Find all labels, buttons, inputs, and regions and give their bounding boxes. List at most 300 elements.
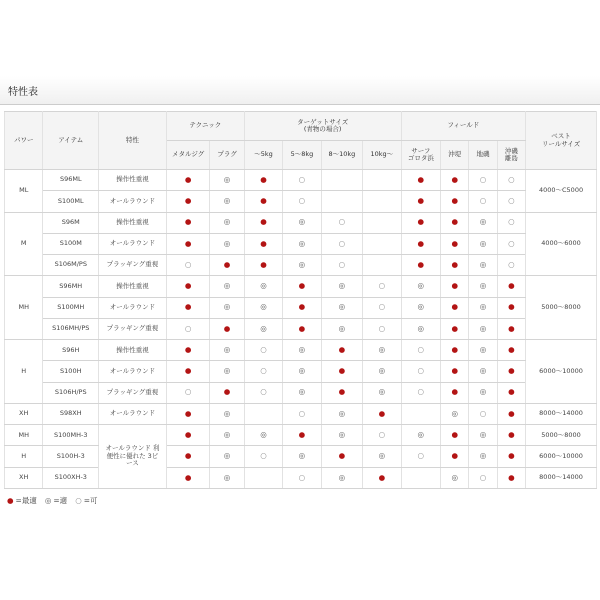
subheader-5-8kg: 5〜8kg [283, 141, 321, 170]
mark-okiiso [497, 233, 525, 254]
mark-okiiso [497, 467, 525, 488]
rating-best-icon: ● [508, 323, 515, 333]
mark-surf [401, 425, 440, 446]
mark-okitei [441, 297, 469, 318]
table-row [5, 425, 597, 446]
section-title-bar [0, 76, 600, 105]
mark-under-5kg [244, 212, 282, 233]
mark-okiiso [497, 191, 525, 212]
power-cell: H [5, 340, 43, 404]
mark-5-8kg [283, 170, 321, 191]
mark-over-10kg [363, 297, 401, 318]
mark-5-8kg [283, 233, 321, 254]
mark-8-10kg [321, 467, 362, 488]
rating-best-icon: ● [508, 408, 515, 418]
subheader-under-5kg: 〜5kg [244, 141, 282, 170]
mark-surf [401, 403, 440, 424]
feature-cell: プラッギング重視 [99, 255, 167, 276]
feature-cell-3piece: オールラウンド 利便性に優れた 3ピース [99, 425, 167, 489]
rating-ok-icon: ○ [260, 451, 267, 461]
mark-jiiso [469, 382, 497, 403]
mark-plug [210, 446, 244, 467]
rating-best-icon: ● [451, 238, 458, 248]
mark-plug [210, 340, 244, 361]
mark-metal-jig [166, 212, 210, 233]
mark-surf [401, 297, 440, 318]
mark-under-5kg [244, 361, 282, 382]
power-cell: MH [5, 425, 43, 446]
power-cell: XH [5, 467, 43, 488]
feature-cell: オールラウンド [99, 297, 167, 318]
mark-plug [210, 191, 244, 212]
rating-best-icon: ● [508, 302, 515, 312]
rating-best-icon: ● [184, 196, 192, 206]
mark-over-10kg [363, 446, 401, 467]
rating-ok-icon: ○ [260, 344, 267, 354]
header-item: アイテム [43, 112, 99, 170]
subheader-okiiso [497, 141, 525, 170]
legend-best-label: =最適 [15, 496, 37, 505]
mark-okitei [441, 170, 469, 191]
rating-best-icon: ● [260, 217, 267, 227]
rating-best-icon: ● [184, 217, 192, 227]
mark-over-10kg [363, 403, 401, 424]
mark-under-5kg [244, 467, 282, 488]
mark-okiiso [497, 276, 525, 297]
subheader-plug: プラグ [210, 141, 244, 170]
mark-surf [401, 467, 440, 488]
mark-plug [210, 425, 244, 446]
rating-ok-icon: ○ [479, 196, 487, 206]
mark-8-10kg [321, 318, 362, 339]
item-cell: S96ML [43, 170, 99, 191]
rating-ok-icon: ○ [479, 472, 487, 482]
table-row [5, 191, 597, 212]
rating-fine-icon: ◎ [378, 387, 386, 397]
rating-fine-icon: ◎ [338, 302, 346, 312]
item-cell: S96M [43, 212, 99, 233]
mark-8-10kg [321, 297, 362, 318]
mark-okitei [441, 467, 469, 488]
mark-jiiso [469, 340, 497, 361]
rating-best-icon: ● [223, 323, 231, 333]
rating-fine-icon: ◎ [223, 174, 231, 184]
rating-ok-icon: ○ [479, 174, 487, 184]
header-best-reel [526, 112, 597, 170]
power-cell: MH [5, 276, 43, 340]
rating-fine-icon: ◎ [479, 344, 487, 354]
mark-metal-jig [166, 255, 210, 276]
mark-okitei [441, 361, 469, 382]
mark-under-5kg [244, 425, 282, 446]
header-best-reel-line2: リールサイズ [541, 139, 581, 148]
header-feature: 特性 [99, 112, 167, 170]
mark-8-10kg [321, 233, 362, 254]
rating-ok-icon: ○ [508, 259, 515, 269]
mark-metal-jig [166, 340, 210, 361]
rating-best-icon: ● [417, 217, 425, 227]
mark-jiiso [469, 233, 497, 254]
rating-best-icon: ● [451, 344, 458, 354]
rating-best-icon: ● [338, 366, 346, 376]
rating-ok-icon: ○ [378, 281, 386, 291]
legend-fine-label: =適 [53, 496, 68, 505]
rating-best-icon: ● [184, 472, 192, 482]
rating-fine-icon: ◎ [479, 430, 487, 439]
legend [7, 495, 98, 506]
rating-best-icon: ● [378, 472, 386, 482]
mark-metal-jig [166, 361, 210, 382]
mark-metal-jig [166, 382, 210, 403]
rating-fine-icon: ◎ [338, 472, 346, 482]
legend-best-symbol: ● [7, 496, 14, 505]
rating-ok-icon: ○ [338, 238, 346, 248]
feature-cell: オールラウンド [99, 361, 167, 382]
rating-ok-icon: ○ [298, 472, 306, 482]
rating-fine-icon: ◎ [223, 408, 231, 418]
mark-5-8kg [283, 318, 321, 339]
rating-best-icon: ● [184, 408, 192, 418]
item-cell: S106MH/PS [43, 318, 99, 339]
rating-best-icon: ● [260, 259, 267, 269]
rating-best-icon: ● [451, 281, 458, 291]
mark-okitei [441, 340, 469, 361]
table-row [5, 403, 597, 424]
rating-best-icon: ● [451, 259, 458, 269]
rating-best-icon: ● [223, 387, 231, 397]
rating-ok-icon: ○ [298, 408, 306, 418]
rating-ok-icon: ○ [298, 196, 306, 206]
mark-okitei [441, 382, 469, 403]
reel-size-cell: 5000〜8000 [526, 276, 597, 340]
rating-fine-icon: ◎ [260, 302, 267, 312]
rating-best-icon: ● [184, 174, 192, 184]
table-row [5, 382, 597, 403]
rating-fine-icon: ◎ [223, 430, 231, 439]
rating-best-icon: ● [451, 174, 458, 184]
subheader-okitei: 沖堤 [441, 141, 469, 170]
power-cell: H [5, 446, 43, 467]
rating-fine-icon: ◎ [479, 323, 487, 333]
rating-fine-icon: ◎ [298, 451, 306, 461]
rating-fine-icon: ◎ [479, 451, 487, 461]
rating-fine-icon: ◎ [223, 366, 231, 376]
table-row [5, 212, 597, 233]
mark-over-10kg [363, 340, 401, 361]
rating-fine-icon: ◎ [298, 344, 306, 354]
mark-8-10kg [321, 255, 362, 276]
rating-fine-icon: ◎ [479, 238, 487, 248]
item-cell: S100M [43, 233, 99, 254]
mark-jiiso [469, 255, 497, 276]
mark-okiiso [497, 170, 525, 191]
rating-fine-icon: ◎ [479, 217, 487, 227]
mark-surf [401, 276, 440, 297]
mark-5-8kg [283, 340, 321, 361]
legend-fine-symbol: ◎ [44, 496, 52, 505]
mark-8-10kg [321, 382, 362, 403]
mark-8-10kg [321, 425, 362, 446]
feature-cell: 操作性重視 [99, 212, 167, 233]
item-cell: S100H-3 [43, 446, 99, 467]
mark-under-5kg [244, 170, 282, 191]
rating-best-icon: ● [451, 196, 458, 206]
subheader-metal-jig: メタルジグ [166, 141, 210, 170]
feature-cell: 操作性重視 [99, 340, 167, 361]
rating-best-icon: ● [508, 366, 515, 376]
rating-fine-icon: ◎ [479, 387, 487, 397]
rating-ok-icon: ○ [508, 238, 515, 248]
rating-ok-icon: ○ [338, 217, 346, 227]
rating-fine-icon: ◎ [338, 430, 346, 439]
table-row [5, 467, 597, 488]
rating-fine-icon: ◎ [451, 472, 458, 482]
mark-under-5kg [244, 340, 282, 361]
rating-fine-icon: ◎ [338, 323, 346, 333]
rating-ok-icon: ○ [338, 259, 346, 269]
rating-best-icon: ● [223, 259, 231, 269]
mark-jiiso [469, 191, 497, 212]
rating-fine-icon: ◎ [260, 430, 267, 439]
rating-fine-icon: ◎ [298, 366, 306, 376]
rating-fine-icon: ◎ [223, 344, 231, 354]
rating-best-icon: ● [451, 323, 458, 333]
rating-best-icon: ● [184, 281, 192, 291]
header-target-size-note: (青物の場合) [303, 125, 342, 133]
rating-fine-icon: ◎ [378, 344, 386, 354]
mark-jiiso [469, 403, 497, 424]
mark-metal-jig [166, 297, 210, 318]
rating-best-icon: ● [184, 451, 192, 461]
mark-surf [401, 446, 440, 467]
mark-5-8kg [283, 276, 321, 297]
mark-5-8kg [283, 191, 321, 212]
mark-okiiso [497, 446, 525, 467]
subheader-okiiso-line2: 離島 [504, 154, 518, 162]
mark-plug [210, 318, 244, 339]
rating-best-icon: ● [338, 344, 346, 354]
rating-ok-icon: ○ [378, 323, 386, 333]
mark-5-8kg [283, 212, 321, 233]
rating-fine-icon: ◎ [223, 302, 231, 312]
subheader-surf [401, 141, 440, 170]
mark-surf [401, 361, 440, 382]
feature-cell: 操作性重視 [99, 170, 167, 191]
mark-under-5kg [244, 233, 282, 254]
header-target-size-label: ターゲットサイズ [297, 117, 349, 126]
mark-metal-jig [166, 467, 210, 488]
mark-jiiso [469, 467, 497, 488]
rating-fine-icon: ◎ [479, 302, 487, 312]
rating-fine-icon: ◎ [260, 323, 267, 333]
rating-best-icon: ● [417, 259, 425, 269]
rating-fine-icon: ◎ [298, 238, 306, 248]
table-row [5, 318, 597, 339]
mark-5-8kg [283, 467, 321, 488]
mark-okiiso [497, 403, 525, 424]
mark-surf [401, 170, 440, 191]
item-cell: S100MH [43, 297, 99, 318]
mark-over-10kg [363, 233, 401, 254]
rating-fine-icon: ◎ [298, 387, 306, 397]
rating-best-icon: ● [298, 302, 306, 312]
rating-ok-icon: ○ [417, 344, 425, 354]
mark-okitei [441, 403, 469, 424]
mark-jiiso [469, 212, 497, 233]
rating-ok-icon: ○ [378, 430, 386, 439]
item-cell: S106M/PS [43, 255, 99, 276]
mark-under-5kg [244, 276, 282, 297]
rating-fine-icon: ◎ [479, 259, 487, 269]
mark-okitei [441, 318, 469, 339]
rating-ok-icon: ○ [260, 366, 267, 376]
table-row [5, 297, 597, 318]
rating-best-icon: ● [338, 387, 346, 397]
mark-5-8kg [283, 382, 321, 403]
rating-best-icon: ● [184, 366, 192, 376]
rating-best-icon: ● [184, 238, 192, 248]
mark-5-8kg [283, 446, 321, 467]
legend-ok-label: =可 [83, 496, 98, 505]
mark-under-5kg [244, 255, 282, 276]
reel-size-cell: 4000〜C5000 [526, 170, 597, 213]
rating-fine-icon: ◎ [298, 217, 306, 227]
rating-best-icon: ● [298, 430, 306, 439]
mark-surf [401, 255, 440, 276]
mark-plug [210, 361, 244, 382]
mark-metal-jig [166, 170, 210, 191]
rating-best-icon: ● [417, 174, 425, 184]
rating-fine-icon: ◎ [223, 238, 231, 248]
table-row [5, 446, 597, 467]
rating-best-icon: ● [338, 451, 346, 461]
rating-ok-icon: ○ [508, 196, 515, 206]
mark-plug [210, 255, 244, 276]
mark-okiiso [497, 255, 525, 276]
mark-jiiso [469, 297, 497, 318]
mark-5-8kg [283, 255, 321, 276]
rating-ok-icon: ○ [378, 302, 386, 312]
mark-plug [210, 467, 244, 488]
rating-ok-icon: ○ [184, 387, 192, 397]
mark-under-5kg [244, 382, 282, 403]
legend-ok-symbol: ○ [75, 496, 82, 505]
mark-metal-jig [166, 276, 210, 297]
rating-fine-icon: ◎ [223, 217, 231, 227]
mark-okiiso [497, 382, 525, 403]
rating-best-icon: ● [298, 323, 306, 333]
mark-8-10kg [321, 276, 362, 297]
mark-8-10kg [321, 340, 362, 361]
mark-5-8kg [283, 403, 321, 424]
mark-okiiso [497, 361, 525, 382]
rating-best-icon: ● [298, 281, 306, 291]
rating-ok-icon: ○ [508, 217, 515, 227]
table-row [5, 276, 597, 297]
rating-best-icon: ● [184, 344, 192, 354]
reel-size-cell: 6000〜10000 [526, 446, 597, 467]
mark-8-10kg [321, 446, 362, 467]
rating-fine-icon: ◎ [260, 281, 267, 291]
reel-size-cell: 5000〜8000 [526, 425, 597, 446]
mark-okitei [441, 276, 469, 297]
mark-okitei [441, 233, 469, 254]
header-field: フィールド [401, 112, 525, 141]
mark-metal-jig [166, 403, 210, 424]
mark-okiiso [497, 340, 525, 361]
rating-fine-icon: ◎ [479, 366, 487, 376]
item-cell: S106H/PS [43, 382, 99, 403]
mark-over-10kg [363, 318, 401, 339]
rating-ok-icon: ○ [417, 387, 425, 397]
subheader-okiiso-line1: 沖磯 [504, 146, 518, 155]
feature-cell: 操作性重視 [99, 276, 167, 297]
item-cell: S100MH-3 [43, 425, 99, 446]
power-cell: ML [5, 170, 43, 213]
rating-fine-icon: ◎ [298, 259, 306, 269]
rating-ok-icon: ○ [417, 366, 425, 376]
mark-metal-jig [166, 318, 210, 339]
feature-cell: オールラウンド [99, 403, 167, 424]
mark-jiiso [469, 361, 497, 382]
feature-cell: オールラウンド [99, 191, 167, 212]
rating-best-icon: ● [260, 174, 267, 184]
rating-fine-icon: ◎ [479, 281, 487, 291]
mark-under-5kg [244, 297, 282, 318]
mark-surf [401, 212, 440, 233]
mark-over-10kg [363, 170, 401, 191]
rating-ok-icon: ○ [184, 323, 192, 333]
mark-metal-jig [166, 446, 210, 467]
mark-under-5kg [244, 403, 282, 424]
rating-best-icon: ● [508, 387, 515, 397]
mark-surf [401, 233, 440, 254]
mark-okitei [441, 425, 469, 446]
mark-plug [210, 276, 244, 297]
item-cell: S96MH [43, 276, 99, 297]
mark-metal-jig [166, 191, 210, 212]
rating-best-icon: ● [417, 196, 425, 206]
mark-plug [210, 212, 244, 233]
mark-over-10kg [363, 425, 401, 446]
rating-best-icon: ● [451, 387, 458, 397]
reel-size-cell: 8000〜14000 [526, 467, 597, 488]
reel-size-cell: 8000〜14000 [526, 403, 597, 424]
mark-surf [401, 191, 440, 212]
subheader-surf-line1: サーフ [411, 146, 431, 155]
rating-best-icon: ● [508, 430, 515, 439]
mark-surf [401, 382, 440, 403]
mark-plug [210, 170, 244, 191]
mark-8-10kg [321, 212, 362, 233]
mark-over-10kg [363, 276, 401, 297]
header-target-size [244, 112, 401, 141]
mark-over-10kg [363, 361, 401, 382]
subheader-jiiso: 地磯 [469, 141, 497, 170]
rating-best-icon: ● [451, 366, 458, 376]
rating-best-icon: ● [451, 430, 458, 439]
mark-okitei [441, 255, 469, 276]
rating-fine-icon: ◎ [223, 196, 231, 206]
mark-8-10kg [321, 191, 362, 212]
item-cell: S100XH-3 [43, 467, 99, 488]
rating-fine-icon: ◎ [451, 408, 458, 418]
rating-best-icon: ● [508, 344, 515, 354]
rating-fine-icon: ◎ [338, 281, 346, 291]
mark-okiiso [497, 318, 525, 339]
mark-jiiso [469, 425, 497, 446]
mark-under-5kg [244, 446, 282, 467]
